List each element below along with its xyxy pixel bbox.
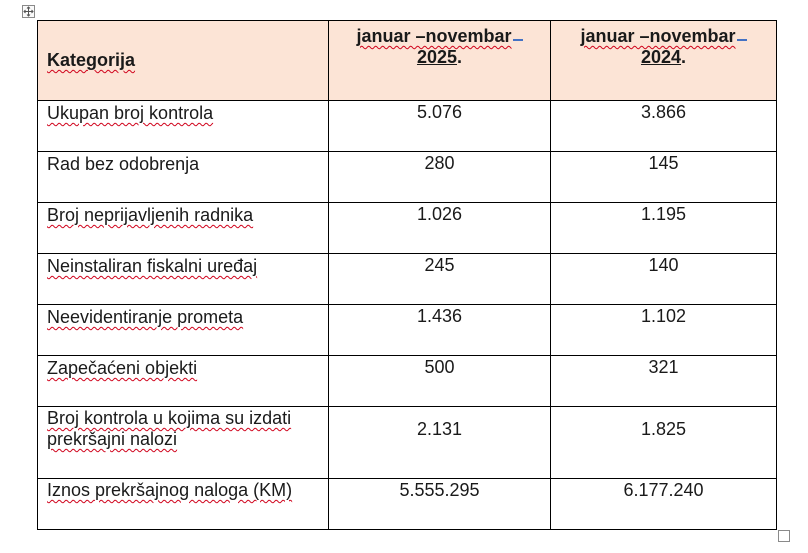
row-label-line2: prekršajni nalozi [47, 429, 178, 449]
value-2024-cell[interactable]: 140 [551, 254, 777, 305]
value-2025-cell[interactable]: 1.436 [329, 305, 551, 356]
table-row [38, 407, 777, 479]
table-header-row [38, 21, 777, 101]
row-label-line1: Broj kontrola u kojima su izdati [47, 408, 292, 428]
row-label: Ukupan broj kontrola [47, 103, 214, 123]
value-2024-cell[interactable]: 1.195 [551, 203, 777, 254]
value-2024-cell[interactable]: 1.825 [551, 407, 777, 479]
row-label: Iznos prekršajnog naloga (KM) [47, 480, 293, 500]
grammar-mark [737, 38, 747, 41]
row-label-cell[interactable] [38, 152, 329, 203]
header-2024-year: 2024 [640, 47, 682, 67]
row-label: Broj neprijavljenih radnika [47, 205, 254, 225]
header-2024[interactable] [551, 21, 777, 101]
value-2024-cell[interactable]: 145 [551, 152, 777, 203]
value-2024-cell[interactable]: 321 [551, 356, 777, 407]
value-2024-cell[interactable]: 6.177.240 [551, 479, 777, 530]
grammar-mark [513, 38, 523, 41]
value-2024-cell[interactable]: 1.102 [551, 305, 777, 356]
row-label-cell[interactable] [38, 407, 329, 479]
row-label-cell[interactable] [38, 254, 329, 305]
table-row [38, 203, 777, 254]
header-2025-dot: . [457, 47, 463, 67]
table-move-icon[interactable] [22, 5, 35, 18]
value-2025-cell[interactable]: 5.076 [329, 101, 551, 152]
row-label-cell[interactable] [38, 305, 329, 356]
row-label: Zapečaćeni objekti [47, 358, 198, 378]
statistics-table[interactable] [37, 20, 777, 530]
row-label: Neevidentiranje prometa [47, 307, 244, 327]
value-2025-cell[interactable]: 1.026 [329, 203, 551, 254]
header-2024-period-label: januar –novembar [580, 26, 736, 46]
row-label: Neinstaliran fiskalni uređaj [47, 256, 258, 276]
header-2025-year: 2025 [416, 47, 458, 67]
table-row [38, 101, 777, 152]
value-2025-cell[interactable]: 280 [329, 152, 551, 203]
table-row [38, 152, 777, 203]
value-2025-cell[interactable]: 5.555.295 [329, 479, 551, 530]
table-row [38, 356, 777, 407]
row-label-cell[interactable] [38, 356, 329, 407]
row-label: Rad bez odobrenja [47, 154, 200, 174]
row-label-cell[interactable] [38, 101, 329, 152]
header-category-label: Kategorija [47, 50, 136, 70]
row-label-cell[interactable] [38, 479, 329, 530]
table-row [38, 305, 777, 356]
value-2025-cell[interactable]: 245 [329, 254, 551, 305]
header-2025-period-label: januar –novembar [356, 26, 512, 46]
header-2024-dot: . [681, 47, 687, 67]
table-resize-icon[interactable] [778, 530, 790, 542]
value-2025-cell[interactable]: 2.131 [329, 407, 551, 479]
table-row [38, 479, 777, 530]
value-2024-cell[interactable]: 3.866 [551, 101, 777, 152]
row-label-cell[interactable] [38, 203, 329, 254]
header-2025[interactable] [329, 21, 551, 101]
table-row [38, 254, 777, 305]
header-category[interactable] [38, 21, 329, 101]
value-2025-cell[interactable]: 500 [329, 356, 551, 407]
